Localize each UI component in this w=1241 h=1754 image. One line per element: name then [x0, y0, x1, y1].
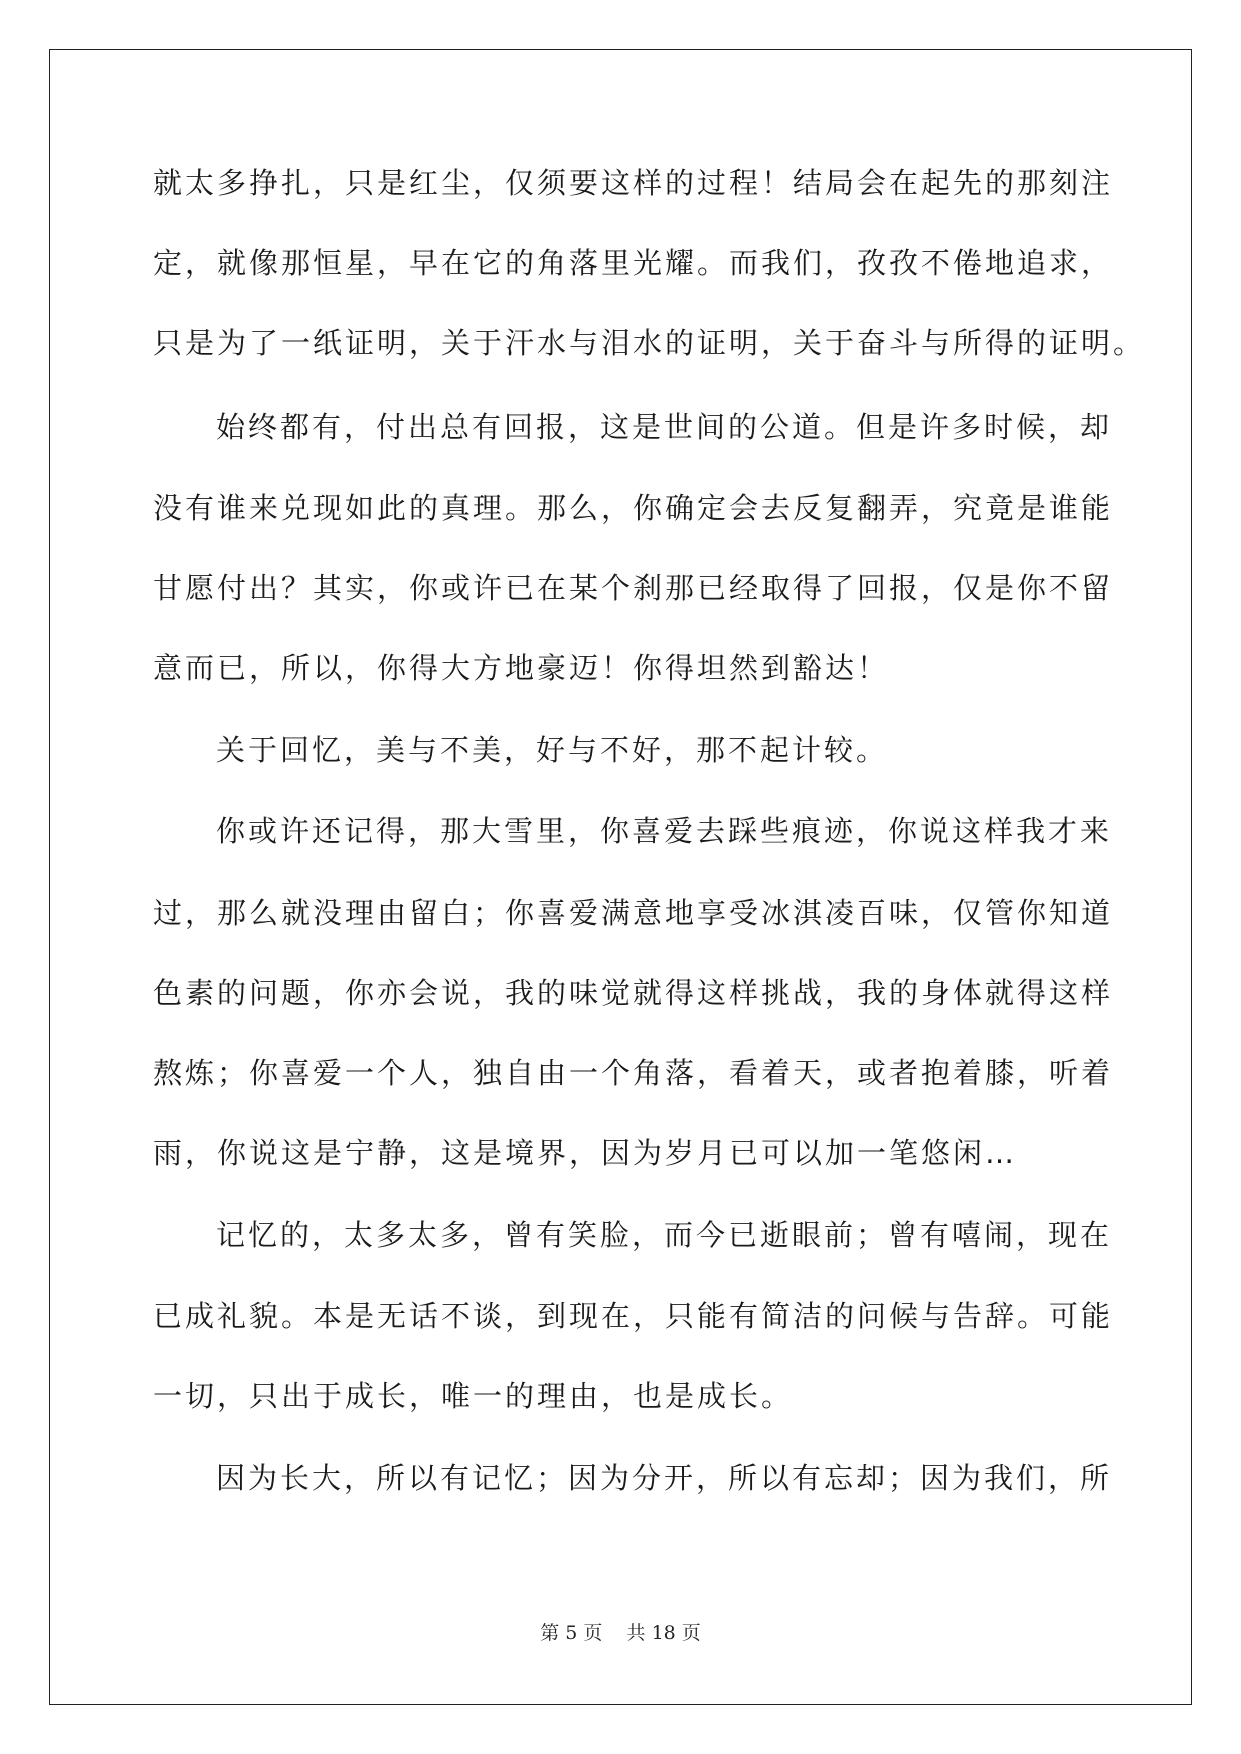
- text-line: 只是为了一纸证明，关于汗水与泪水的证明，关于奋斗与所得的证明。: [153, 326, 1146, 360]
- text-line: 甘愿付出？其实，你或许已在某个刹那已经取得了回报，仅是你不留: [153, 571, 1114, 605]
- text-line: 熬炼；你喜爱一个人，独自由一个角落，看着天，或者抱着膝，听着: [153, 1056, 1114, 1090]
- text-line: 你或许还记得，那大雪里，你喜爱去踩些痕迹，你说这样我才来: [216, 814, 1113, 848]
- page-border: [49, 49, 1192, 1705]
- text-line: 没有谁来兑现如此的真理。那么，你确定会去反复翻弄，究竟是谁能: [153, 491, 1114, 525]
- text-line: 已成礼貌。本是无话不谈，到现在，只能有简洁的问候与告辞。可能: [153, 1299, 1114, 1333]
- text-line: 雨，你说这是宁静，这是境界，因为岁月已可以加一笔悠闲…: [153, 1136, 1018, 1170]
- text-line: 意而已，所以，你得大方地豪迈！你得坦然到豁达！: [153, 651, 890, 685]
- page-number: 第 5 页: [540, 1622, 603, 1644]
- text-line: 关于回忆，美与不美，好与不好，那不起计较。: [216, 733, 889, 767]
- text-line: 一切，只出于成长，唯一的理由，也是成长。: [153, 1379, 794, 1413]
- text-line: 始终都有，付出总有回报，这是世间的公道。但是许多时候，却: [216, 410, 1113, 444]
- text-line: 记忆的，太多太多，曾有笑脸，而今已逝眼前；曾有嘻闹，现在: [216, 1218, 1113, 1252]
- text-line: 过，那么就没理由留白；你喜爱满意地享受冰淇凌百味，仅管你知道: [153, 896, 1114, 930]
- text-line: 定，就像那恒星，早在它的角落里光耀。而我们，孜孜不倦地追求，: [153, 246, 1114, 280]
- text-line: 因为长大，所以有记忆；因为分开，所以有忘却；因为我们，所: [216, 1461, 1113, 1495]
- page-footer: [0, 1618, 1241, 1645]
- text-line: 就太多挣扎，只是红尘，仅须要这样的过程！结局会在起先的那刻注: [153, 166, 1114, 200]
- page-total: 共 18 页: [626, 1622, 701, 1644]
- text-line: 色素的问题，你亦会说，我的味觉就得这样挑战，我的身体就得这样: [153, 976, 1114, 1010]
